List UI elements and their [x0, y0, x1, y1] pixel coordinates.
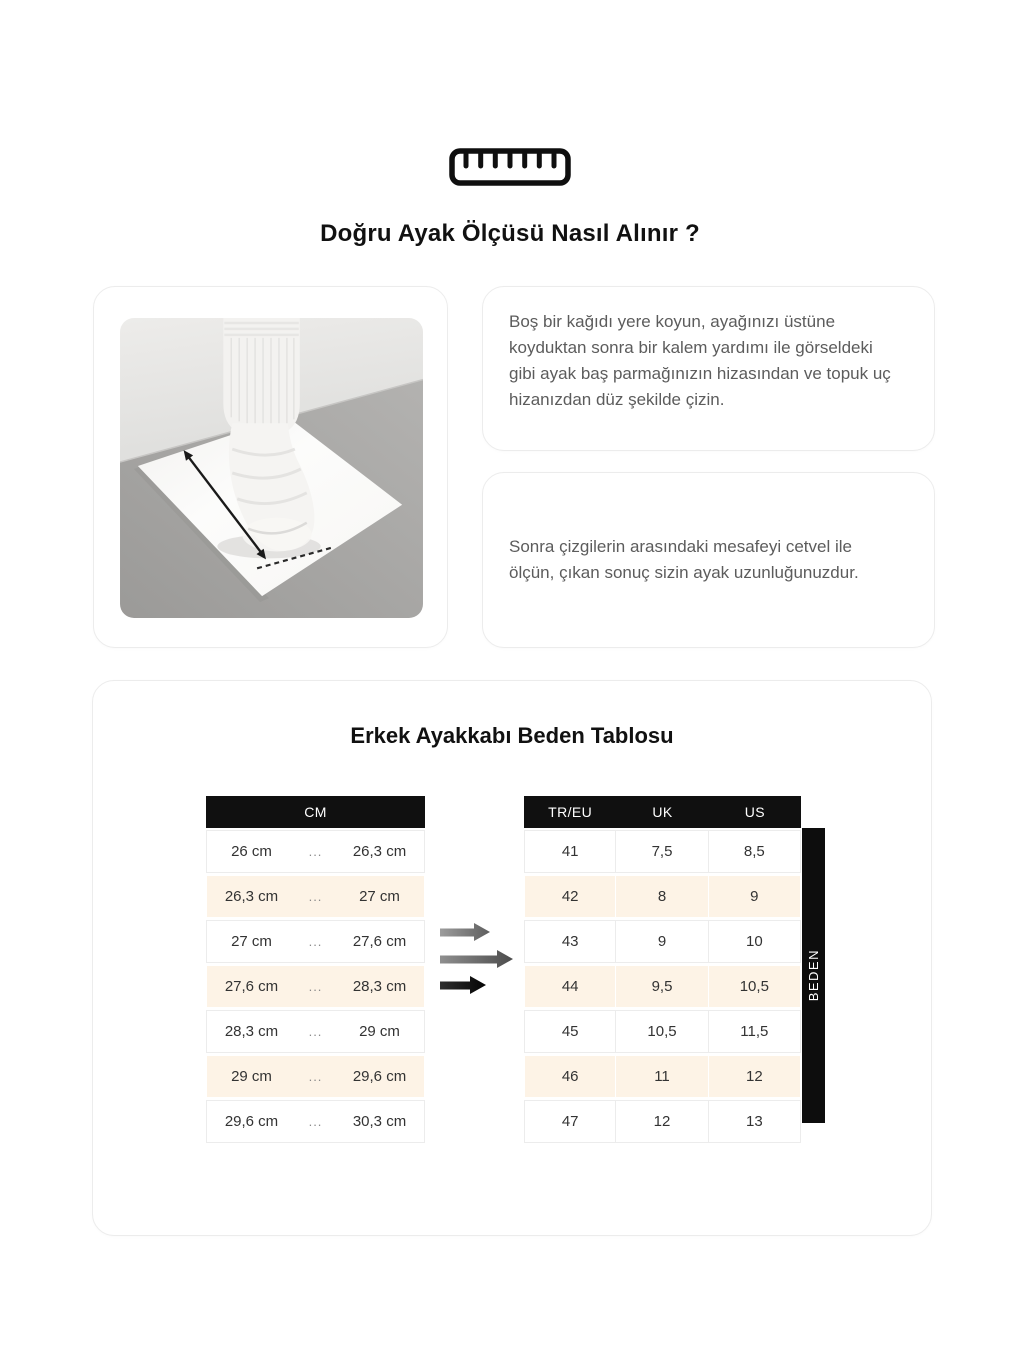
cm-to-cell: 27,6 cm [335, 920, 425, 963]
cm-to-cell: 27 cm [335, 875, 425, 918]
instruction-text-1: Boş bir kağıdı yere koyun, ayağınızı üstüne koyduktan sonra bir kalem yardımı ile görseldeki gibi ayak baş parmağınızın hizasından ve topuk uç hizanızdan düz şekilde çizin. [509, 312, 891, 409]
treu-cell: 41 [524, 830, 616, 873]
cm-from-cell: 29 cm [206, 1055, 296, 1098]
us-cell: 10,5 [709, 965, 801, 1008]
us-cell: 8,5 [709, 830, 801, 873]
beden-side-label: BEDEN [802, 828, 825, 1123]
treu-cell: 45 [524, 1010, 616, 1053]
size-row [524, 965, 801, 1008]
cm-to-cell: 29 cm [335, 1010, 425, 1053]
cm-row [206, 965, 425, 1008]
instruction-image-card [93, 286, 448, 648]
sizes-table [524, 794, 801, 1145]
us-cell: 12 [709, 1055, 801, 1098]
dots-separator: ... [296, 965, 335, 1008]
size-table-title: Erkek Ayakkabı Beden Tablosu [350, 723, 674, 748]
us-cell: 13 [709, 1100, 801, 1143]
us-cell: 10 [709, 920, 801, 963]
sizes-header-us: US [709, 796, 801, 828]
cm-from-cell: 28,3 cm [206, 1010, 296, 1053]
size-row [524, 1010, 801, 1053]
instruction-card-1 [482, 286, 935, 451]
size-row [524, 1100, 801, 1143]
cm-row [206, 1055, 425, 1098]
cm-from-cell: 26,3 cm [206, 875, 296, 918]
size-row [524, 1055, 801, 1098]
cm-to-cell: 28,3 cm [335, 965, 425, 1008]
cm-row [206, 920, 425, 963]
size-row [524, 920, 801, 963]
dots-separator: ... [296, 875, 335, 918]
cm-to-cell: 30,3 cm [335, 1100, 425, 1143]
cm-from-cell: 27,6 cm [206, 965, 296, 1008]
cm-row [206, 1010, 425, 1053]
uk-cell: 9,5 [616, 965, 708, 1008]
treu-cell: 46 [524, 1055, 616, 1098]
instruction-card-2 [482, 472, 935, 648]
uk-cell: 11 [616, 1055, 708, 1098]
cm-row [206, 875, 425, 918]
uk-cell: 10,5 [616, 1010, 708, 1053]
us-cell: 11,5 [709, 1010, 801, 1053]
cm-table-header: CM [206, 796, 425, 828]
foot-measurement-illustration [120, 318, 423, 618]
sizes-header-treu: TR/EU [524, 796, 616, 828]
uk-cell: 9 [616, 920, 708, 963]
cm-from-cell: 26 cm [206, 830, 296, 873]
uk-cell: 7,5 [616, 830, 708, 873]
size-row [524, 875, 801, 918]
treu-cell: 44 [524, 965, 616, 1008]
cm-to-cell: 29,6 cm [335, 1055, 425, 1098]
dots-separator: ... [296, 1100, 335, 1143]
cm-to-cell: 26,3 cm [335, 830, 425, 873]
us-cell: 9 [709, 875, 801, 918]
sizes-header-uk: UK [616, 796, 708, 828]
instruction-text-2: Sonra çizgilerin arasındaki mesafeyi cetvel ile ölçün, çıkan sonuç sizin ayak uzunluğunuzdur. [509, 537, 859, 582]
uk-cell: 12 [616, 1100, 708, 1143]
size-row [524, 830, 801, 873]
dots-separator: ... [296, 1055, 335, 1098]
size-table-card [92, 680, 932, 1236]
cm-table [206, 794, 425, 1145]
uk-cell: 8 [616, 875, 708, 918]
page-title: Doğru Ayak Ölçüsü Nasıl Alınır ? [320, 220, 700, 247]
treu-cell: 42 [524, 875, 616, 918]
transfer-arrows-icon [438, 919, 513, 1004]
cm-row [206, 1100, 425, 1143]
dots-separator: ... [296, 920, 335, 963]
dots-separator: ... [296, 830, 335, 873]
cm-from-cell: 29,6 cm [206, 1100, 296, 1143]
cm-row [206, 830, 425, 873]
dots-separator: ... [296, 1010, 335, 1053]
treu-cell: 43 [524, 920, 616, 963]
cm-from-cell: 27 cm [206, 920, 296, 963]
ruler-icon [449, 148, 571, 191]
treu-cell: 47 [524, 1100, 616, 1143]
